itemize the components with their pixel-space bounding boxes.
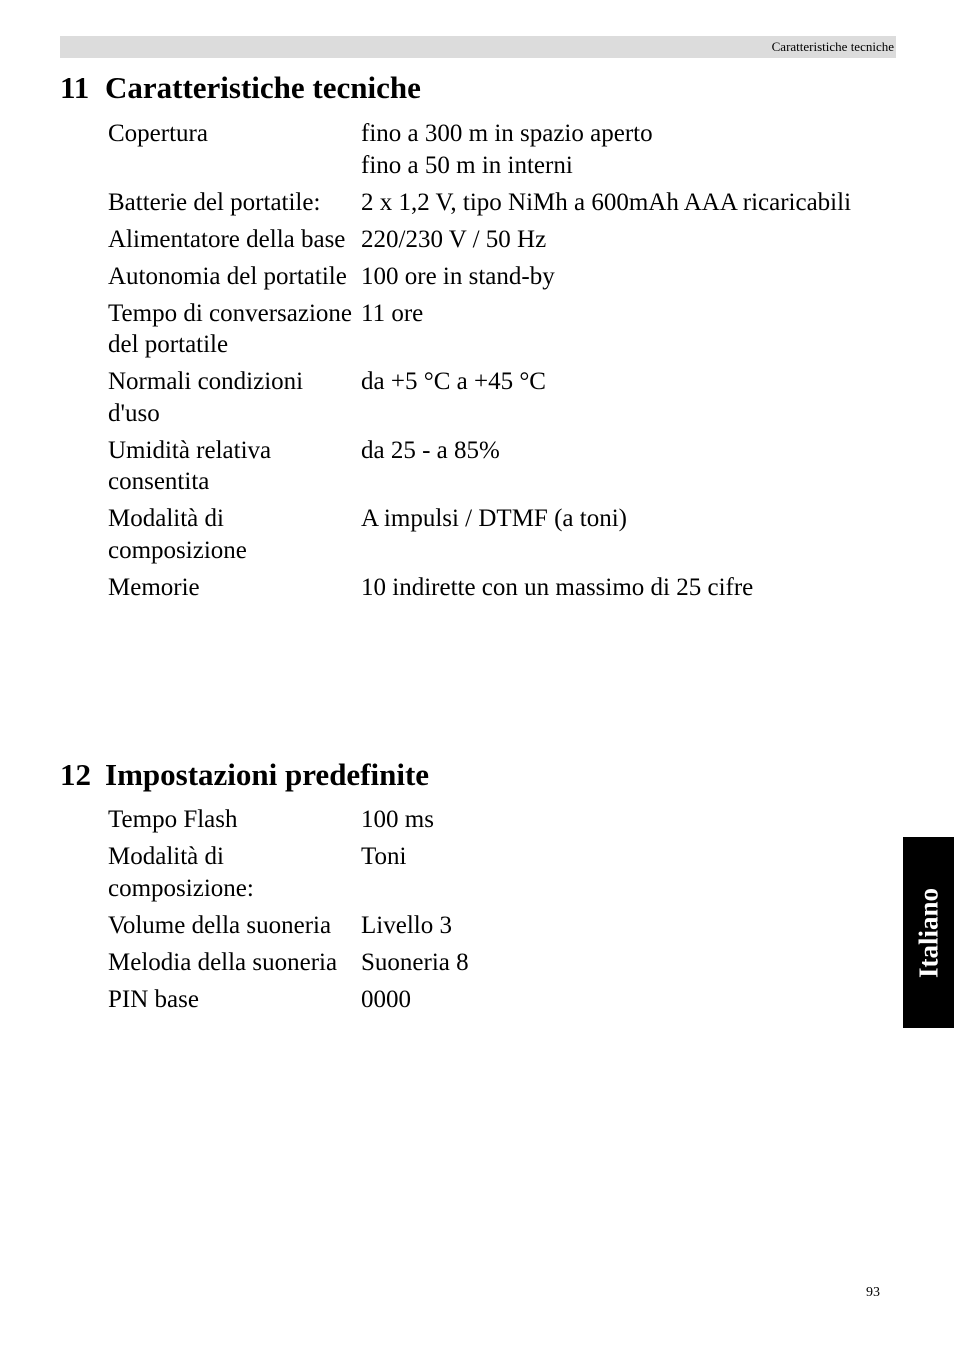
table-row bbox=[108, 366, 851, 435]
spec-label: Normali condizioni d'uso bbox=[108, 368, 304, 427]
setting-value: Toni bbox=[361, 843, 407, 870]
defaults-table bbox=[108, 804, 469, 1021]
spec-label: Autonomia del portatile bbox=[108, 262, 347, 290]
table-row bbox=[108, 984, 469, 1021]
spec-value: 10 indirette con un massimo di 25 cifre bbox=[361, 573, 754, 601]
table-row bbox=[108, 503, 851, 572]
running-header-title: Caratteristiche tecniche bbox=[771, 39, 894, 54]
section-title-text: Impostazioni predefinite bbox=[105, 757, 430, 792]
table-row bbox=[108, 187, 851, 224]
setting-value: Livello 3 bbox=[361, 911, 452, 939]
spec-value: 11 ore bbox=[361, 299, 424, 327]
table-row bbox=[108, 947, 469, 984]
spec-value: da 25 - a 85% bbox=[361, 436, 500, 464]
section-title-defaults bbox=[60, 757, 429, 793]
spec-label: Batterie del portatile: bbox=[108, 188, 321, 216]
spec-label: Copertura bbox=[108, 120, 208, 147]
language-tab-label: Italiano bbox=[913, 887, 943, 978]
table-row bbox=[108, 261, 851, 298]
table-row bbox=[108, 572, 851, 609]
spec-value: 220/230 V / 50 Hz bbox=[361, 225, 547, 253]
table-row bbox=[108, 841, 469, 910]
table-row bbox=[108, 298, 851, 367]
spec-value: fino a 300 m in spazio aperto fino a 50 m in interni bbox=[361, 120, 653, 179]
setting-label: PIN base bbox=[108, 985, 199, 1013]
setting-label: Tempo Flash bbox=[108, 806, 238, 833]
setting-value: 0000 bbox=[361, 985, 411, 1013]
section-number: 11 bbox=[60, 70, 90, 105]
table-row bbox=[108, 118, 851, 187]
section-title-specifications bbox=[60, 70, 421, 106]
spec-label: Memorie bbox=[108, 573, 200, 601]
spec-label: Umidità relativa consentita bbox=[108, 436, 272, 495]
table-row bbox=[108, 804, 469, 841]
running-header bbox=[60, 36, 896, 58]
spec-label: Modalità di composizione bbox=[108, 505, 247, 564]
section-number: 12 bbox=[60, 757, 91, 792]
setting-value: 100 ms bbox=[361, 806, 434, 833]
spec-value: 100 ore in stand-by bbox=[361, 262, 555, 290]
table-row bbox=[108, 910, 469, 947]
spec-label: Tempo di conversazione del portatile bbox=[108, 299, 352, 358]
spec-value: da +5 °C a +45 °C bbox=[361, 368, 546, 395]
setting-label: Melodia della suoneria bbox=[108, 948, 338, 976]
section-title-text: Caratteristiche tecniche bbox=[105, 70, 421, 105]
setting-value: Suoneria 8 bbox=[361, 948, 469, 976]
setting-label: Volume della suoneria bbox=[108, 911, 332, 939]
table-row bbox=[108, 224, 851, 261]
spec-value: 2 x 1,2 V, tipo NiMh a 600mAh AAA ricaricabili bbox=[361, 188, 852, 216]
specifications-table bbox=[108, 118, 851, 609]
setting-label: Modalità di composizione: bbox=[108, 843, 254, 902]
table-row bbox=[108, 435, 851, 504]
spec-label: Alimentatore della base bbox=[108, 225, 346, 253]
spec-value: A impulsi / DTMF (a toni) bbox=[361, 505, 627, 532]
page-number: 93 bbox=[866, 1285, 880, 1300]
language-tab bbox=[903, 837, 954, 1028]
